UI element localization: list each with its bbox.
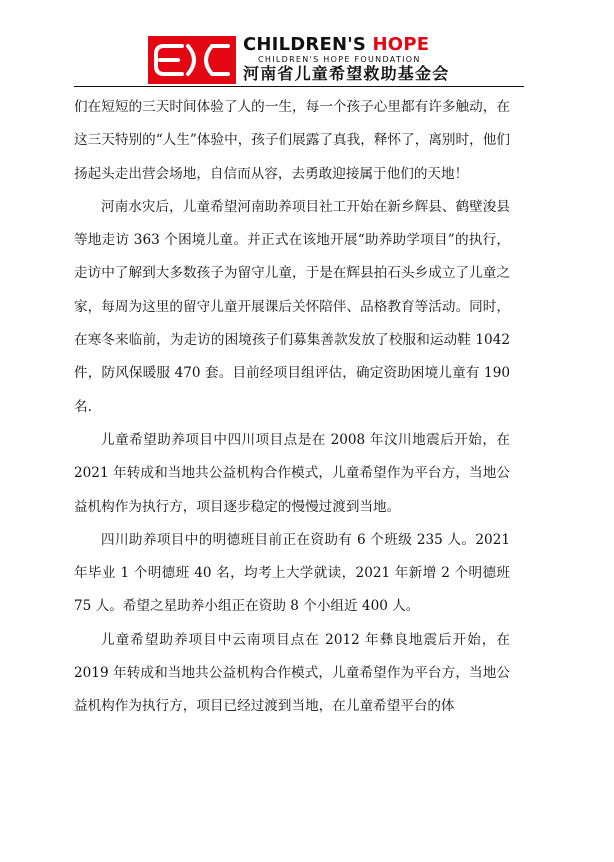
brand-name-hope: HOPE	[372, 34, 430, 55]
paragraph-yunnan-project: 儿童希望助养项目中云南项目点在 2012 年彝良地震后开始，在 2019 年转成和当地共公益机构合作模式，儿童希望作为平台方，当地公益机构作为执行方，项目已经过渡到当地，在儿童希望平台的体	[74, 631, 510, 715]
paragraph-continuation: 们在短短的三天时间体验了人的一生，每一个孩子心里都有许多触动，在这三天特别的“人生”体验中，孩子们展露了真我，释怀了，离别时，他们扬起头走出营会场地，自信而从容，去勇敢迎接属于他们的天地！	[74, 99, 510, 182]
paragraph-mingde-class: 四川助养项目中的明德班目前正在资助有 6 个班级 235 人。2021 年毕业 1 个明德班 40 名，均考上大学就读，2021 年新增 2 个明德班 75 人。希望之星助养小组正在资助 8 个小组近 400 人。	[74, 531, 510, 615]
children-hope-logo	[148, 36, 236, 84]
brand-subtitle: CHILDREN'S HOPE FOUNDATION	[258, 55, 421, 64]
brand-name-chinese: 河南省儿童希望救助基金会	[243, 64, 450, 83]
brand-name-english: CHILDREN'S HOPE	[243, 34, 430, 55]
paragraph-sichuan-project: 儿童希望助养项目中四川项目点是在 2008 年汶川地震后开始，在 2021 年转成和当地共公益机构合作模式，儿童希望作为平台方，当地公益机构作为执行方，项目逐步稳定的慢慢过渡到当地。	[74, 431, 510, 515]
letterhead	[0, 0, 614, 90]
paragraph-henan-flood: 河南水灾后，儿童希望河南助养项目社工开始在新乡辉县、鹤壁浚县等地走访 363 个困境儿童。并正式在该地开展“助养助学项目”的执行，走访中了解到大多数孩子为留守儿童，于是在辉县拍石头乡成立了儿童之家，每周为这里的留守儿童开展课后关怀陪伴、品格教育等活动。同时，在寒冬来临前，为走访的困境孩子们募集善款发放了校服和运动鞋 1042 件，防风保暖服 470 套。目前经项目组评估，确定资助困境儿童有 190 名.	[74, 198, 510, 415]
body-text	[74, 91, 510, 724]
header-divider	[74, 86, 524, 87]
